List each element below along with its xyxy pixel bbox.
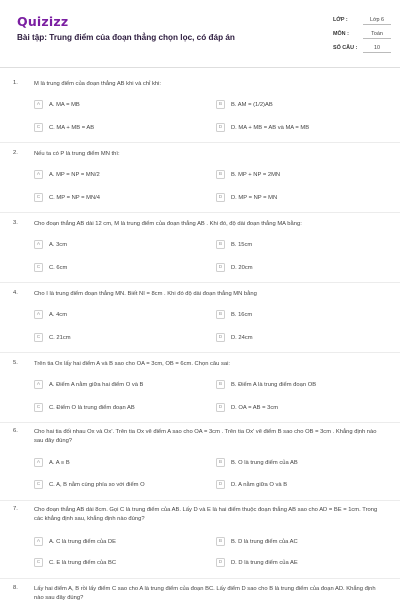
option-c[interactable]: [34, 263, 209, 276]
option-c[interactable]: [34, 123, 209, 136]
option-b[interactable]: [216, 240, 391, 253]
option-c-text: C. MP = NP = MN/4: [49, 195, 101, 201]
option-c-text: C. 6cm: [49, 265, 68, 271]
option-a[interactable]: [34, 310, 209, 323]
option-a-text: A. MP = NP = MN/2: [49, 172, 100, 178]
option-b-box[interactable]: B: [216, 458, 225, 467]
question-6: [0, 428, 400, 498]
option-d-box[interactable]: D: [216, 480, 225, 489]
option-a[interactable]: [34, 458, 209, 471]
option-a[interactable]: [34, 537, 209, 550]
option-c-box[interactable]: C: [34, 403, 43, 412]
option-d[interactable]: [216, 123, 391, 136]
option-c-text: C. Điểm O là trung điểm đoạn AB: [49, 405, 135, 411]
option-a-box[interactable]: A: [34, 310, 43, 319]
option-d[interactable]: [216, 403, 391, 416]
question-number: 5.: [13, 360, 18, 366]
option-d[interactable]: [216, 558, 391, 571]
question-text: Cho đoạn thẳng AB dài 12 cm, M là trung điểm của đoạn thẳng AB . Khi đó, độ dài đoạn thẳng MA bằng:: [34, 221, 302, 227]
option-d-text: D. MP = NP = MN: [231, 195, 278, 201]
question-text: Lấy hai điểm A, B rồi lấy điểm C sao cho A là trung điểm của đoạn BC. Lấy điểm D sao cho B là trung điểm của đoạn AD. Khẳng định nào sau đây đúng?: [34, 586, 376, 600]
option-d-box[interactable]: D: [216, 333, 225, 342]
option-b-text: B. 15cm: [231, 242, 253, 248]
option-b[interactable]: [216, 170, 391, 183]
option-b[interactable]: [216, 458, 391, 471]
question-text: Cho I là trung điểm đoạn thẳng MN. Biết NI = 8cm . Khi đó độ dài đoạn thẳng MN bằng: [34, 291, 257, 297]
option-c-box[interactable]: C: [34, 123, 43, 132]
question-divider: [0, 352, 400, 353]
option-d-text: D. D là trung điểm của AE: [231, 560, 298, 566]
option-b-text: B. D là trung điểm của AC: [231, 539, 298, 545]
option-a-box[interactable]: A: [34, 170, 43, 179]
question-text: Cho đoạn thẳng AB dài 8cm. Gọi C là trung điểm của AB. Lấy D và E là hai điểm thuộc đoạn thẳng AB sao cho AD = BE = 1cm. Trong các khẳng định sau, khẳng định nào đúng?: [34, 507, 378, 522]
question-number: 8.: [13, 585, 18, 591]
question-text: M là trung điểm của đoạn thẳng AB khi và chỉ khi:: [34, 81, 161, 87]
option-c[interactable]: [34, 558, 209, 571]
question-number: 4.: [13, 290, 18, 296]
option-b-box[interactable]: B: [216, 537, 225, 546]
header-divider: [0, 67, 400, 68]
question-number: 1.: [13, 80, 18, 86]
option-d-text: D. 20cm: [231, 265, 253, 271]
option-c-box[interactable]: C: [34, 193, 43, 202]
meta-grade-label: LỚP :: [333, 17, 348, 23]
question-2: [0, 150, 400, 210]
question-text: Trên tia Ox lấy hai điểm A và B sao cho OA = 3cm, OB = 6cm. Chọn câu sai:: [34, 361, 231, 367]
question-number: 3.: [13, 220, 18, 226]
option-b[interactable]: [216, 380, 391, 393]
option-d-box[interactable]: D: [216, 403, 225, 412]
option-c[interactable]: [34, 333, 209, 346]
question-number: 7.: [13, 506, 18, 512]
option-c-text: C. MA + MB = AB: [49, 125, 95, 131]
meta-subject-label: MÔN :: [333, 31, 349, 37]
option-a-text: A. MA = MB: [49, 102, 80, 108]
quizizz-logo: Quizizz: [17, 14, 69, 29]
option-d-text: D. A nằm giữa O và B: [231, 482, 288, 488]
option-b-text: B. O là trung điểm của AB: [231, 460, 298, 466]
option-d-box[interactable]: D: [216, 263, 225, 272]
question-4: [0, 290, 400, 350]
option-c-text: C. 21cm: [49, 335, 71, 341]
option-c[interactable]: [34, 403, 209, 416]
option-d-text: D. MA + MB = AB và MA = MB: [231, 125, 310, 131]
option-a-box[interactable]: A: [34, 240, 43, 249]
question-1: [0, 80, 400, 140]
question-divider: [0, 282, 400, 283]
option-c-box[interactable]: C: [34, 480, 43, 489]
option-b-box[interactable]: B: [216, 240, 225, 249]
worksheet-header: [0, 0, 400, 68]
meta-count-label: SỐ CÂU :: [333, 45, 358, 51]
option-b-text: B. 16cm: [231, 312, 253, 318]
option-c-box[interactable]: C: [34, 263, 43, 272]
option-a-box[interactable]: A: [34, 100, 43, 109]
option-c[interactable]: [34, 480, 209, 493]
question-7: [0, 506, 400, 576]
question-number: 6.: [13, 428, 18, 434]
question-8: [0, 585, 400, 600]
option-d-box[interactable]: D: [216, 558, 225, 567]
option-a[interactable]: [34, 170, 209, 183]
option-c[interactable]: [34, 193, 209, 206]
option-d-box[interactable]: D: [216, 123, 225, 132]
option-a[interactable]: [34, 380, 209, 393]
question-divider: [0, 422, 400, 423]
meta-count-value: 10: [363, 43, 391, 53]
question-5: [0, 360, 400, 420]
meta-grade-value: Lớp 6: [363, 15, 391, 25]
question-text: Cho hai tia đối nhau Ox và Ox'. Trên tia Ox vẽ điểm A sao cho OA = 3cm . Trên tia Ox' vẽ điểm B sao cho OB = 3cm . Khẳng định nào sau đây đúng?: [34, 429, 377, 444]
question-3: [0, 220, 400, 280]
option-b-box[interactable]: B: [216, 100, 225, 109]
option-d-text: D. OA = AB = 3cm: [231, 405, 279, 411]
option-d-text: D. 24cm: [231, 335, 253, 341]
option-d[interactable]: [216, 193, 391, 206]
option-c-box[interactable]: C: [34, 333, 43, 342]
option-a-text: A. C là trung điểm của DE: [49, 539, 117, 545]
option-d[interactable]: [216, 333, 391, 346]
option-d-box[interactable]: D: [216, 193, 225, 202]
option-a-text: A. Điểm A nằm giữa hai điểm O và B: [49, 382, 144, 388]
option-b-text: B. MP + NP = 2MN: [231, 172, 281, 178]
option-c-box[interactable]: C: [34, 558, 43, 567]
option-b[interactable]: [216, 537, 391, 550]
option-b-box[interactable]: B: [216, 170, 225, 179]
question-divider: [0, 578, 400, 579]
option-a[interactable]: [34, 240, 209, 253]
option-a-box[interactable]: A: [34, 537, 43, 546]
option-b[interactable]: [216, 100, 391, 113]
question-number: 2.: [13, 150, 18, 156]
meta-subject-value: Toán: [363, 29, 391, 39]
option-a-box[interactable]: A: [34, 380, 43, 389]
option-c-text: C. E là trung điểm của BC: [49, 560, 117, 566]
option-a-text: A. 3cm: [49, 242, 68, 248]
option-b-text: B. Điểm A là trung điểm đoạn OB: [231, 382, 317, 388]
option-b[interactable]: [216, 310, 391, 323]
option-b-text: B. AM = (1/2)AB: [231, 102, 273, 108]
option-d[interactable]: [216, 263, 391, 276]
question-divider: [0, 500, 400, 501]
question-divider: [0, 212, 400, 213]
option-b-box[interactable]: B: [216, 380, 225, 389]
worksheet-title: Bài tập: Trung điểm của đoạn thẳng chọn lọc, có đáp án: [17, 33, 235, 42]
option-a-text: A. A ≡ B: [49, 460, 70, 466]
option-a-text: A. 4cm: [49, 312, 68, 318]
question-text: Nếu ta có P là trung điểm MN thì:: [34, 151, 120, 157]
option-d[interactable]: [216, 480, 391, 493]
option-a-box[interactable]: A: [34, 458, 43, 467]
option-c-text: C. A, B nằm cùng phía so với điểm O: [49, 482, 145, 488]
question-divider: [0, 142, 400, 143]
option-a[interactable]: [34, 100, 209, 113]
option-b-box[interactable]: B: [216, 310, 225, 319]
